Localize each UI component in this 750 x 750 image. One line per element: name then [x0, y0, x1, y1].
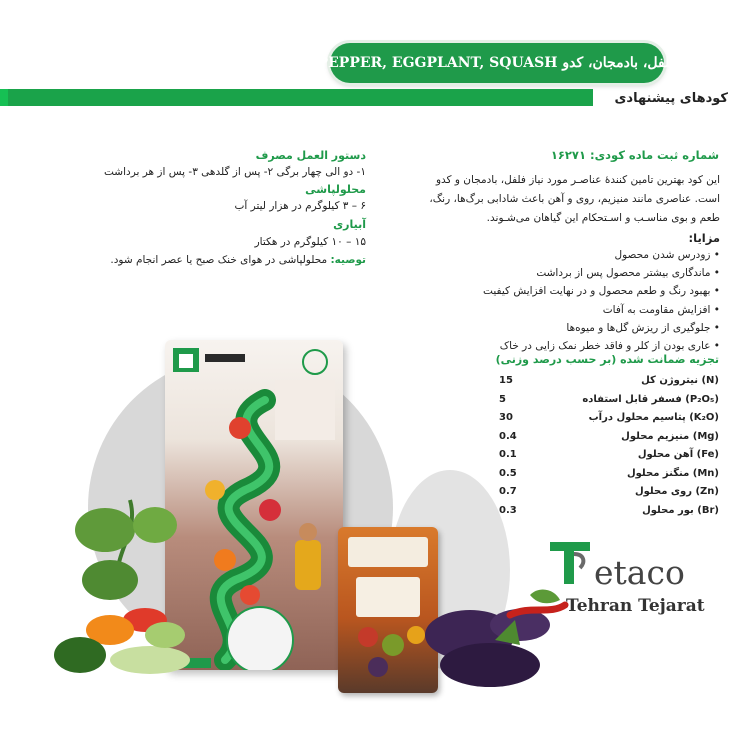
nutrient-value: 30: [499, 412, 513, 423]
table-row: [499, 412, 719, 431]
eggplants-image: [420, 585, 570, 700]
analysis-heading: تجزیه ضمانت شده (بر حسب درصد وزنی): [495, 353, 719, 366]
product-title-pill: [317, 43, 677, 83]
nutrient-name: بور محلول (Br): [642, 504, 719, 516]
logo-wordmark: etaco: [594, 553, 685, 592]
list-item: • جلوگیری از ریزش گل‌ها و میوه‌ها: [566, 321, 720, 334]
logo-subtitle: Tehran Tejarat: [566, 596, 705, 616]
product-title: PEPPER, EGGPLANT, SQUASH فلفل، بادمجان، کدو: [317, 55, 677, 71]
advantages-heading: مزایا:: [688, 231, 720, 245]
recommendation-label: توصیه:: [330, 254, 366, 266]
table-row: [499, 486, 719, 505]
nutrient-value: 0.1: [499, 449, 517, 460]
intro-line: طعم و بوی مناسـب و اسـتحکام این گیاهان می‌شـوند.: [486, 212, 720, 224]
table-row: [499, 394, 719, 413]
foliar-text: ۶ – ۳ کیلوگرم در هزار لیتر آب: [234, 200, 366, 212]
list-item: • عاری بودن از کلر و فاقد خطر نمک زایی در خاک: [499, 340, 720, 353]
irrigation-heading: آبیاری: [333, 218, 366, 231]
intro-line: این کود بهترین تامین کنندهٔ عناصـر مورد نیاز فلفل، بادمجان و کدو: [435, 174, 720, 186]
table-row: [499, 375, 719, 394]
list-item: • ماندگاری بیشتر محصول پس از برداشت: [536, 267, 720, 280]
nutrient-value: 0.7: [499, 486, 517, 497]
advantages-list: [390, 246, 720, 355]
table-row: [499, 449, 719, 468]
nutrient-name: آهن محلول (Fe): [637, 449, 719, 460]
squash-and-peppers-image: [50, 495, 190, 685]
list-item: • افزایش مقاومت به آفات: [602, 303, 720, 316]
list-item: • زودرس شدن محصول: [614, 249, 720, 261]
table-row: [499, 505, 719, 524]
nutrient-value: 5: [499, 393, 506, 405]
nutrient-name: منیزیم محلول (Mg): [621, 430, 719, 442]
list-item: • بهبود رنگ و طعم محصول و در نهایت افزایش کیفیت: [483, 285, 720, 298]
bag-artwork: [165, 340, 343, 670]
nutrient-value: 15: [499, 375, 513, 386]
section-bar-endcap: [0, 89, 8, 106]
section-bar: [8, 89, 593, 106]
nutrient-name: منگنز محلول (Mn): [626, 467, 719, 479]
nutrient-value: 0.5: [499, 467, 517, 479]
irrigation-text: ۱۵ – ۱۰ کیلوگرم در هکتار: [254, 236, 366, 248]
registration-number: شماره ثبت ماده کودی: ۱۶۲۷۱: [550, 148, 719, 162]
nutrient-name: نیتروژن کل (N): [641, 375, 719, 386]
intro-line: است. عناصری مانند منیزیم، روی و آهن باعث شادابی برگ‌ها، رنگ،: [429, 193, 720, 205]
nutrient-value: 0.3: [499, 504, 517, 516]
nutrient-name: پتاسیم محلول درآب (K₂O): [588, 412, 719, 423]
nutrient-value: 0.4: [499, 430, 517, 442]
intro-paragraph: [390, 171, 720, 228]
analysis-table: [499, 375, 719, 523]
table-row: [499, 431, 719, 450]
section-title: کودهای پیشنهادی: [614, 91, 728, 106]
foliar-heading: محلولپاشی: [305, 183, 366, 196]
tetaco-logo-icon: [550, 540, 590, 586]
recommendation: [110, 254, 366, 266]
dosage-text: ۱- دو الی چهار برگی ۲- پس از گلدهی ۳- پس از هر برداشت: [104, 166, 366, 178]
nutrient-name: فسفر قابل استفاده (P₂O₅): [582, 393, 719, 405]
nutrient-name: روی محلول (Zn): [634, 486, 719, 497]
fertilizer-bag-image: [165, 340, 343, 670]
recommendation-text: محلولپاشی در هوای خنک صبح یا عصر انجام شود.: [110, 254, 328, 266]
dosage-heading: دستور العمل مصرف: [255, 149, 366, 162]
table-row: [499, 468, 719, 487]
